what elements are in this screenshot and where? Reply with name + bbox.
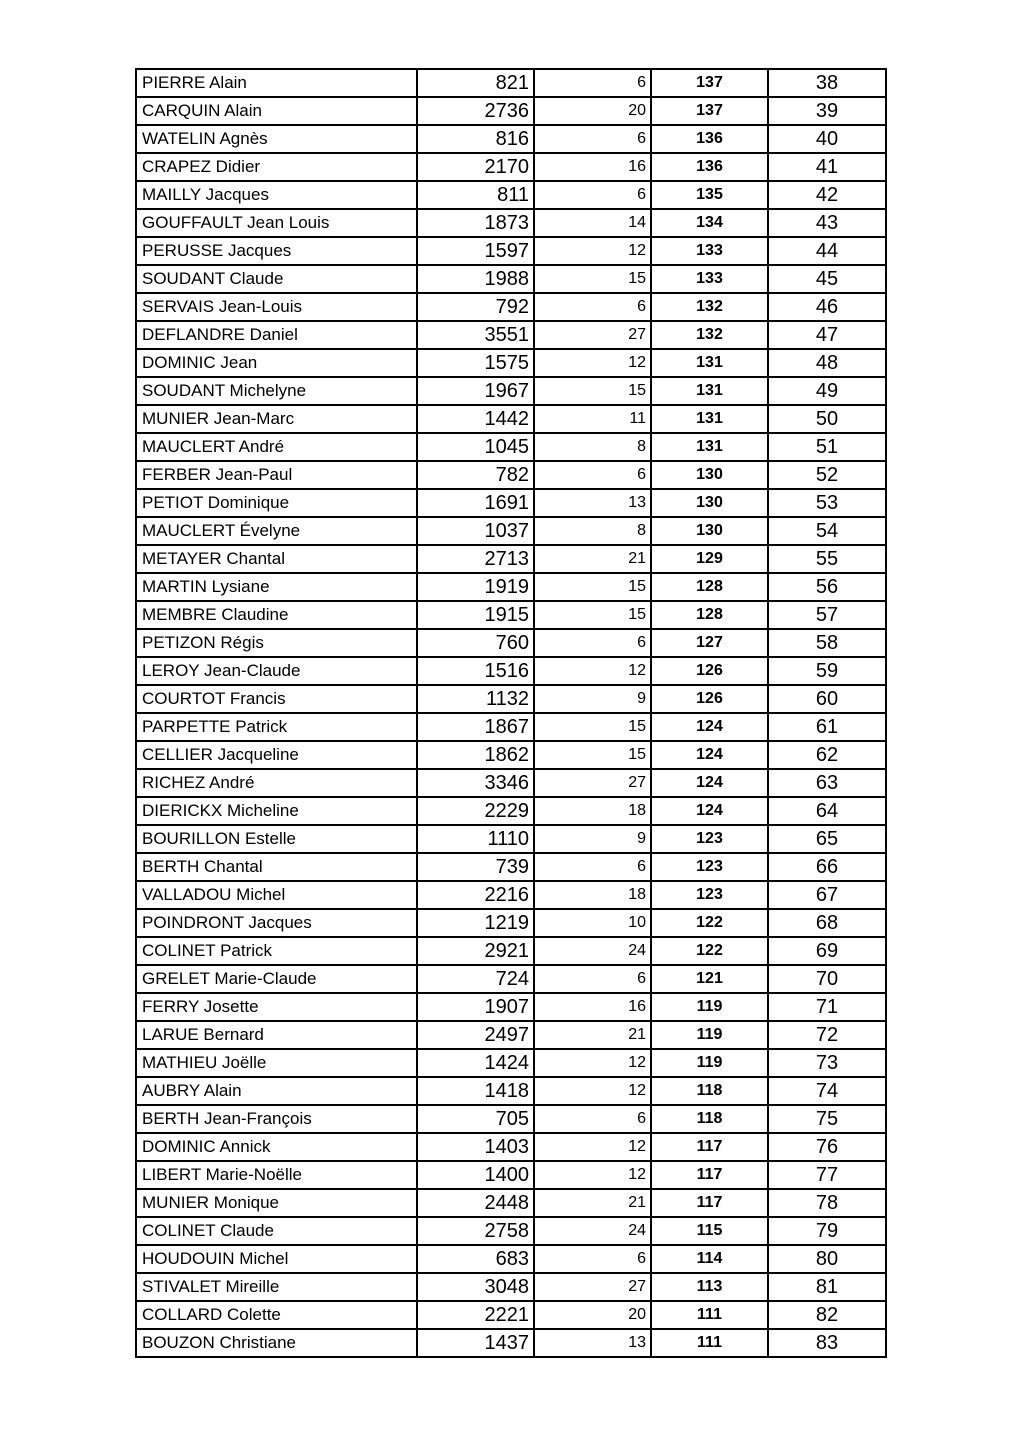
average-cell: 123 — [651, 853, 768, 881]
rank-cell: 76 — [768, 1133, 886, 1161]
average-cell: 132 — [651, 293, 768, 321]
player-name-cell: LIBERT Marie-Noëlle — [136, 1161, 417, 1189]
games-played-cell: 12 — [534, 1077, 651, 1105]
average-cell: 127 — [651, 629, 768, 657]
total-points-cell: 1967 — [417, 377, 534, 405]
rank-cell: 38 — [768, 69, 886, 97]
rank-cell: 56 — [768, 573, 886, 601]
average-cell: 117 — [651, 1161, 768, 1189]
average-cell: 117 — [651, 1133, 768, 1161]
total-points-cell: 811 — [417, 181, 534, 209]
games-played-cell: 12 — [534, 1049, 651, 1077]
total-points-cell: 1110 — [417, 825, 534, 853]
player-name-cell: MAUCLERT Évelyne — [136, 517, 417, 545]
games-played-cell: 6 — [534, 69, 651, 97]
total-points-cell: 1516 — [417, 657, 534, 685]
games-played-cell: 6 — [534, 853, 651, 881]
total-points-cell: 821 — [417, 69, 534, 97]
average-cell: 135 — [651, 181, 768, 209]
games-played-cell: 20 — [534, 1301, 651, 1329]
table-row — [136, 153, 886, 181]
games-played-cell: 27 — [534, 769, 651, 797]
table-row — [136, 265, 886, 293]
rank-cell: 43 — [768, 209, 886, 237]
average-cell: 119 — [651, 993, 768, 1021]
total-points-cell: 2736 — [417, 97, 534, 125]
player-name-cell: STIVALET Mireille — [136, 1273, 417, 1301]
average-cell: 118 — [651, 1105, 768, 1133]
average-cell: 123 — [651, 881, 768, 909]
total-points-cell: 1867 — [417, 713, 534, 741]
player-name-cell: LARUE Bernard — [136, 1021, 417, 1049]
table-row — [136, 741, 886, 769]
player-name-cell: CARQUIN Alain — [136, 97, 417, 125]
table-row — [136, 573, 886, 601]
table-row — [136, 1245, 886, 1273]
total-points-cell: 1403 — [417, 1133, 534, 1161]
total-points-cell: 760 — [417, 629, 534, 657]
rank-cell: 80 — [768, 1245, 886, 1273]
table-row — [136, 1077, 886, 1105]
average-cell: 128 — [651, 601, 768, 629]
table-row — [136, 853, 886, 881]
games-played-cell: 6 — [534, 461, 651, 489]
table-row — [136, 321, 886, 349]
table-row — [136, 1301, 886, 1329]
average-cell: 133 — [651, 265, 768, 293]
player-name-cell: SOUDANT Michelyne — [136, 377, 417, 405]
ranking-table — [135, 68, 887, 1358]
table-row — [136, 349, 886, 377]
rank-cell: 51 — [768, 433, 886, 461]
average-cell: 133 — [651, 237, 768, 265]
table-row — [136, 601, 886, 629]
rank-cell: 83 — [768, 1329, 886, 1357]
table-row — [136, 517, 886, 545]
total-points-cell: 1437 — [417, 1329, 534, 1357]
average-cell: 126 — [651, 685, 768, 713]
average-cell: 122 — [651, 937, 768, 965]
player-name-cell: FERBER Jean-Paul — [136, 461, 417, 489]
table-row — [136, 69, 886, 97]
table-row — [136, 545, 886, 573]
average-cell: 124 — [651, 797, 768, 825]
total-points-cell: 1915 — [417, 601, 534, 629]
rank-cell: 65 — [768, 825, 886, 853]
player-name-cell: PIERRE Alain — [136, 69, 417, 97]
average-cell: 136 — [651, 153, 768, 181]
total-points-cell: 2216 — [417, 881, 534, 909]
average-cell: 119 — [651, 1021, 768, 1049]
average-cell: 136 — [651, 125, 768, 153]
average-cell: 122 — [651, 909, 768, 937]
player-name-cell: POINDRONT Jacques — [136, 909, 417, 937]
rank-cell: 77 — [768, 1161, 886, 1189]
table-row — [136, 965, 886, 993]
average-cell: 130 — [651, 461, 768, 489]
games-played-cell: 15 — [534, 377, 651, 405]
player-name-cell: BERTH Jean-François — [136, 1105, 417, 1133]
player-name-cell: PERUSSE Jacques — [136, 237, 417, 265]
rank-cell: 42 — [768, 181, 886, 209]
average-cell: 124 — [651, 769, 768, 797]
average-cell: 129 — [651, 545, 768, 573]
games-played-cell: 6 — [534, 1245, 651, 1273]
table-row — [136, 1133, 886, 1161]
games-played-cell: 13 — [534, 489, 651, 517]
games-played-cell: 18 — [534, 797, 651, 825]
rank-cell: 41 — [768, 153, 886, 181]
rank-cell: 67 — [768, 881, 886, 909]
average-cell: 123 — [651, 825, 768, 853]
table-row — [136, 405, 886, 433]
table-row — [136, 1217, 886, 1245]
total-points-cell: 1597 — [417, 237, 534, 265]
rank-cell: 58 — [768, 629, 886, 657]
games-played-cell: 6 — [534, 125, 651, 153]
rank-cell: 72 — [768, 1021, 886, 1049]
games-played-cell: 12 — [534, 349, 651, 377]
games-played-cell: 21 — [534, 1021, 651, 1049]
rank-cell: 47 — [768, 321, 886, 349]
rank-cell: 73 — [768, 1049, 886, 1077]
player-name-cell: COLLARD Colette — [136, 1301, 417, 1329]
player-name-cell: COURTOT Francis — [136, 685, 417, 713]
rank-cell: 78 — [768, 1189, 886, 1217]
table-row — [136, 97, 886, 125]
rank-cell: 70 — [768, 965, 886, 993]
games-played-cell: 16 — [534, 993, 651, 1021]
rank-cell: 64 — [768, 797, 886, 825]
average-cell: 128 — [651, 573, 768, 601]
player-name-cell: PETIOT Dominique — [136, 489, 417, 517]
rank-cell: 71 — [768, 993, 886, 1021]
total-points-cell: 1424 — [417, 1049, 534, 1077]
table-row — [136, 713, 886, 741]
average-cell: 111 — [651, 1301, 768, 1329]
player-name-cell: DEFLANDRE Daniel — [136, 321, 417, 349]
games-played-cell: 8 — [534, 433, 651, 461]
games-played-cell: 6 — [534, 629, 651, 657]
table-row — [136, 433, 886, 461]
average-cell: 137 — [651, 97, 768, 125]
total-points-cell: 1037 — [417, 517, 534, 545]
games-played-cell: 24 — [534, 1217, 651, 1245]
player-name-cell: DIERICKX Micheline — [136, 797, 417, 825]
games-played-cell: 6 — [534, 293, 651, 321]
rank-cell: 40 — [768, 125, 886, 153]
games-played-cell: 16 — [534, 153, 651, 181]
player-name-cell: LEROY Jean-Claude — [136, 657, 417, 685]
rank-cell: 81 — [768, 1273, 886, 1301]
rank-cell: 69 — [768, 937, 886, 965]
total-points-cell: 816 — [417, 125, 534, 153]
rank-cell: 62 — [768, 741, 886, 769]
player-name-cell: SERVAIS Jean-Louis — [136, 293, 417, 321]
games-played-cell: 15 — [534, 713, 651, 741]
games-played-cell: 6 — [534, 1105, 651, 1133]
rank-cell: 66 — [768, 853, 886, 881]
total-points-cell: 3048 — [417, 1273, 534, 1301]
table-row — [136, 293, 886, 321]
rank-cell: 79 — [768, 1217, 886, 1245]
average-cell: 117 — [651, 1189, 768, 1217]
player-name-cell: WATELIN Agnès — [136, 125, 417, 153]
table-row — [136, 825, 886, 853]
player-name-cell: MEMBRE Claudine — [136, 601, 417, 629]
table-row — [136, 937, 886, 965]
total-points-cell: 1418 — [417, 1077, 534, 1105]
table-row — [136, 1329, 886, 1357]
total-points-cell: 2713 — [417, 545, 534, 573]
average-cell: 113 — [651, 1273, 768, 1301]
rank-cell: 49 — [768, 377, 886, 405]
table-row — [136, 1049, 886, 1077]
total-points-cell: 1907 — [417, 993, 534, 1021]
total-points-cell: 2170 — [417, 153, 534, 181]
rank-cell: 55 — [768, 545, 886, 573]
table-row — [136, 489, 886, 517]
player-name-cell: COLINET Patrick — [136, 937, 417, 965]
total-points-cell: 2229 — [417, 797, 534, 825]
average-cell: 126 — [651, 657, 768, 685]
games-played-cell: 15 — [534, 573, 651, 601]
rank-cell: 57 — [768, 601, 886, 629]
table-row — [136, 993, 886, 1021]
games-played-cell: 18 — [534, 881, 651, 909]
table-row — [136, 237, 886, 265]
total-points-cell: 1442 — [417, 405, 534, 433]
table-row — [136, 881, 886, 909]
player-name-cell: MUNIER Jean-Marc — [136, 405, 417, 433]
total-points-cell: 1919 — [417, 573, 534, 601]
player-name-cell: MATHIEU Joëlle — [136, 1049, 417, 1077]
player-name-cell: RICHEZ André — [136, 769, 417, 797]
rank-cell: 82 — [768, 1301, 886, 1329]
table-row — [136, 125, 886, 153]
games-played-cell: 20 — [534, 97, 651, 125]
average-cell: 115 — [651, 1217, 768, 1245]
average-cell: 131 — [651, 405, 768, 433]
rank-cell: 46 — [768, 293, 886, 321]
rank-cell: 54 — [768, 517, 886, 545]
player-name-cell: BERTH Chantal — [136, 853, 417, 881]
rank-cell: 61 — [768, 713, 886, 741]
games-played-cell: 9 — [534, 685, 651, 713]
total-points-cell: 739 — [417, 853, 534, 881]
rank-cell: 48 — [768, 349, 886, 377]
table-row — [136, 657, 886, 685]
average-cell: 121 — [651, 965, 768, 993]
games-played-cell: 11 — [534, 405, 651, 433]
games-played-cell: 6 — [534, 965, 651, 993]
average-cell: 132 — [651, 321, 768, 349]
average-cell: 114 — [651, 1245, 768, 1273]
player-name-cell: GOUFFAULT Jean Louis — [136, 209, 417, 237]
player-name-cell: METAYER Chantal — [136, 545, 417, 573]
total-points-cell: 2221 — [417, 1301, 534, 1329]
total-points-cell: 1873 — [417, 209, 534, 237]
total-points-cell: 1691 — [417, 489, 534, 517]
table-row — [136, 629, 886, 657]
games-played-cell: 12 — [534, 237, 651, 265]
average-cell: 134 — [651, 209, 768, 237]
player-name-cell: BOUZON Christiane — [136, 1329, 417, 1357]
player-name-cell: AUBRY Alain — [136, 1077, 417, 1105]
rank-cell: 60 — [768, 685, 886, 713]
player-name-cell: CRAPEZ Didier — [136, 153, 417, 181]
rank-cell: 75 — [768, 1105, 886, 1133]
total-points-cell: 1575 — [417, 349, 534, 377]
total-points-cell: 2497 — [417, 1021, 534, 1049]
total-points-cell: 724 — [417, 965, 534, 993]
rank-cell: 68 — [768, 909, 886, 937]
player-name-cell: COLINET Claude — [136, 1217, 417, 1245]
player-name-cell: MAILLY Jacques — [136, 181, 417, 209]
games-played-cell: 15 — [534, 265, 651, 293]
total-points-cell: 2448 — [417, 1189, 534, 1217]
total-points-cell: 2921 — [417, 937, 534, 965]
player-name-cell: FERRY Josette — [136, 993, 417, 1021]
average-cell: 131 — [651, 349, 768, 377]
player-name-cell: DOMINIC Jean — [136, 349, 417, 377]
player-name-cell: MAUCLERT André — [136, 433, 417, 461]
average-cell: 130 — [651, 489, 768, 517]
player-name-cell: HOUDOUIN Michel — [136, 1245, 417, 1273]
average-cell: 131 — [651, 377, 768, 405]
games-played-cell: 27 — [534, 321, 651, 349]
table-row — [136, 909, 886, 937]
table-row — [136, 1273, 886, 1301]
rank-cell: 63 — [768, 769, 886, 797]
player-name-cell: DOMINIC Annick — [136, 1133, 417, 1161]
average-cell: 111 — [651, 1329, 768, 1357]
average-cell: 119 — [651, 1049, 768, 1077]
table-row — [136, 461, 886, 489]
games-played-cell: 13 — [534, 1329, 651, 1357]
rank-cell: 59 — [768, 657, 886, 685]
total-points-cell: 1132 — [417, 685, 534, 713]
games-played-cell: 21 — [534, 1189, 651, 1217]
player-name-cell: VALLADOU Michel — [136, 881, 417, 909]
table-row — [136, 377, 886, 405]
table-row — [136, 685, 886, 713]
average-cell: 124 — [651, 741, 768, 769]
table-row — [136, 1105, 886, 1133]
total-points-cell: 1400 — [417, 1161, 534, 1189]
total-points-cell: 792 — [417, 293, 534, 321]
games-played-cell: 8 — [534, 517, 651, 545]
player-name-cell: GRELET Marie-Claude — [136, 965, 417, 993]
games-played-cell: 14 — [534, 209, 651, 237]
games-played-cell: 9 — [534, 825, 651, 853]
player-name-cell: SOUDANT Claude — [136, 265, 417, 293]
total-points-cell: 1219 — [417, 909, 534, 937]
table-row — [136, 1021, 886, 1049]
total-points-cell: 1988 — [417, 265, 534, 293]
games-played-cell: 15 — [534, 741, 651, 769]
games-played-cell: 12 — [534, 657, 651, 685]
total-points-cell: 683 — [417, 1245, 534, 1273]
rank-cell: 50 — [768, 405, 886, 433]
total-points-cell: 1862 — [417, 741, 534, 769]
games-played-cell: 15 — [534, 601, 651, 629]
total-points-cell: 2758 — [417, 1217, 534, 1245]
player-name-cell: MARTIN Lysiane — [136, 573, 417, 601]
total-points-cell: 3551 — [417, 321, 534, 349]
total-points-cell: 782 — [417, 461, 534, 489]
average-cell: 124 — [651, 713, 768, 741]
games-played-cell: 24 — [534, 937, 651, 965]
games-played-cell: 12 — [534, 1133, 651, 1161]
table-row — [136, 181, 886, 209]
games-played-cell: 6 — [534, 181, 651, 209]
games-played-cell: 10 — [534, 909, 651, 937]
average-cell: 118 — [651, 1077, 768, 1105]
average-cell: 130 — [651, 517, 768, 545]
player-name-cell: BOURILLON Estelle — [136, 825, 417, 853]
table-row — [136, 797, 886, 825]
rank-cell: 45 — [768, 265, 886, 293]
games-played-cell: 12 — [534, 1161, 651, 1189]
average-cell: 137 — [651, 69, 768, 97]
total-points-cell: 705 — [417, 1105, 534, 1133]
player-name-cell: PETIZON Régis — [136, 629, 417, 657]
total-points-cell: 1045 — [417, 433, 534, 461]
rank-cell: 52 — [768, 461, 886, 489]
player-name-cell: CELLIER Jacqueline — [136, 741, 417, 769]
rank-cell: 74 — [768, 1077, 886, 1105]
rank-cell: 44 — [768, 237, 886, 265]
player-name-cell: MUNIER Monique — [136, 1189, 417, 1217]
table-row — [136, 1161, 886, 1189]
player-name-cell: PARPETTE Patrick — [136, 713, 417, 741]
total-points-cell: 3346 — [417, 769, 534, 797]
table-row — [136, 1189, 886, 1217]
rank-cell: 39 — [768, 97, 886, 125]
games-played-cell: 21 — [534, 545, 651, 573]
table-row — [136, 769, 886, 797]
average-cell: 131 — [651, 433, 768, 461]
table-row — [136, 209, 886, 237]
rank-cell: 53 — [768, 489, 886, 517]
games-played-cell: 27 — [534, 1273, 651, 1301]
ranking-table-body — [136, 69, 886, 1357]
